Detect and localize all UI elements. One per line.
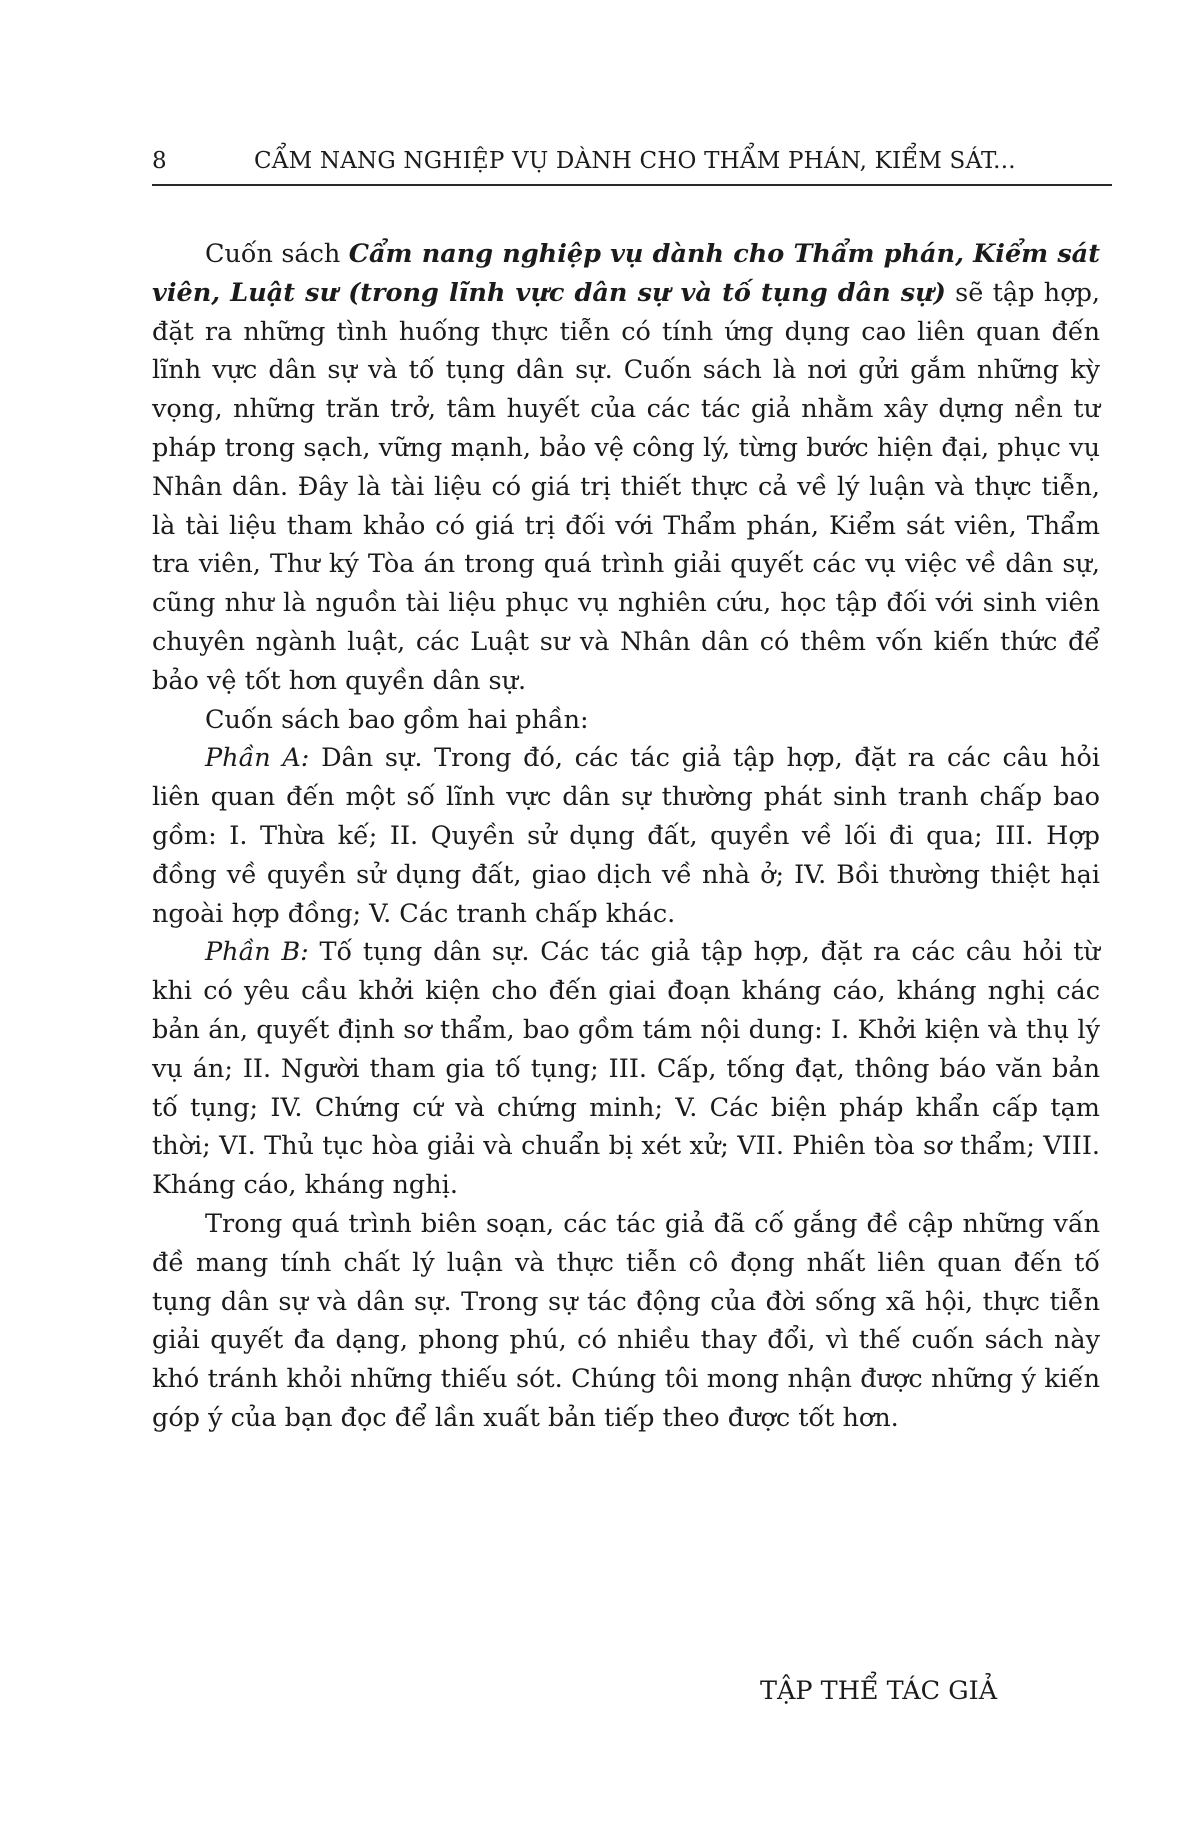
part-a-text: Dân sự. Trong đó, các tác giả tập hợp, đặt ra các câu hỏi liên quan đến một số lĩnh vực dân sự thường phát sinh tranh chấp bao gồm: I. Thừa kế; II. Quyền sử dụng đất, quyền về lối đi qua; III. Hợp đồng về quyền sử dụng đất, giao dịch về nhà ở; IV. Bồi thường thiệt hại ngoài hợp đồng; V. Các tranh chấp khác. [152, 743, 1100, 929]
running-title: CẨM NANG NGHIỆP VỤ DÀNH CHO THẨM PHÁN, KIỂM SÁT... [254, 148, 1016, 174]
part-b-text: Tố tụng dân sự. Các tác giả tập hợp, đặt ra các câu hỏi từ khi có yêu cầu khởi kiện cho đến giai đoạn kháng cáo, kháng nghị các bản án, quyết định sơ thẩm, bao gồm tám nội dung: I. Khởi kiện và thụ lý vụ án; II. Người tham gia tố tụng; III. Cấp, tống đạt, thông báo văn bản tố tụng; IV. Chứng cứ và chứng minh; V. Các biện pháp khẩn cấp tạm thời; VI. Thủ tục hòa giải và chuẩn bị xét xử; VII. Phiên tòa sơ thẩm; VIII. Kháng cáo, kháng nghị. [152, 937, 1100, 1201]
book-title: Cẩm nang nghiệp vụ dành cho Thẩm phán, Kiểm sát viên, Luật sư (trong lĩnh vực dân sự và tố tụng dân sự) [152, 239, 1100, 308]
part-a-label: Phần A: [205, 743, 310, 774]
part-b-paragraph [152, 933, 1100, 1205]
structure-paragraph: Cuốn sách bao gồm hai phần: [205, 704, 589, 735]
part-b-label: Phần B: [205, 937, 309, 968]
closing-paragraph: Trong quá trình biên soạn, các tác giả đã cố gắng đề cập những vấn đề mang tính chất lý luận và thực tiễn cô đọng nhất liên quan đến tố tụng dân sự và dân sự. Trong sự tác động của đời sống xã hội, thực tiễn giải quyết đa dạng, phong phú, có nhiều thay đổi, vì thế cuốn sách này khó tránh khỏi những thiếu sót. Chúng tôi mong nhận được những ý kiến góp ý của bạn đọc để lần xuất bản tiếp theo được tốt hơn. [152, 1208, 1100, 1433]
running-head [152, 138, 1112, 186]
intro-text: sẽ tập hợp, đặt ra những tình huống thực tiễn có tính ứng dụng cao liên quan đến lĩnh vực dân sự và tố tụng dân sự. Cuốn sách là nơi gửi gắm những kỳ vọng, những trăn trở, tâm huyết của các tác giả nhằm xây dựng nền tư pháp trong sạch, vững mạnh, bảo vệ công lý, từng bước hiện đại, phục vụ Nhân dân. Đây là tài liệu có giá trị thiết thực cả về lý luận và thực tiễn, là tài liệu tham khảo có giá trị đối với Thẩm phán, Kiểm sát viên, Thẩm tra viên, Thư ký Tòa án trong quá trình giải quyết các vụ việc về dân sự, cũng như là nguồn tài liệu phục vụ nghiên cứu, học tập đối với sinh viên chuyên ngành luật, các Luật sư và Nhân dân có thêm vốn kiến thức để bảo vệ tốt hơn quyền dân sự. [152, 277, 1100, 696]
part-a-paragraph [152, 739, 1100, 933]
body-text [152, 235, 1100, 1438]
page-number: 8 [152, 148, 167, 174]
intro-lead: Cuốn sách [205, 239, 349, 269]
authors-signature: TẬP THỂ TÁC GIẢ [760, 1676, 998, 1706]
intro-paragraph [152, 235, 1100, 701]
